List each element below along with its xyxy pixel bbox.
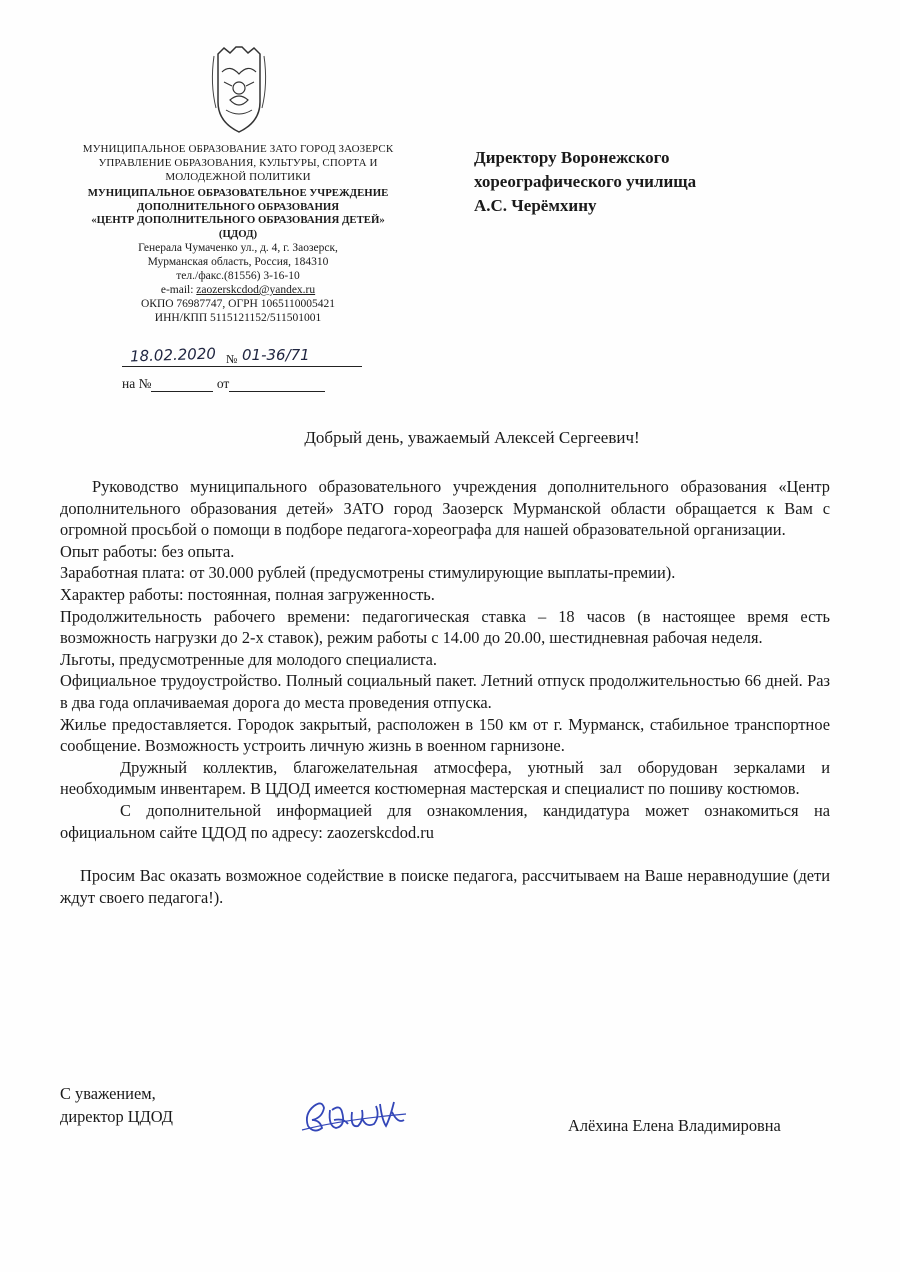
letterhead-address-line2: Мурманская область, Россия, 184310 [147,256,329,268]
incoming-number-label: на № [122,376,152,391]
reference-date: 18.02.2020 [129,344,217,366]
addressee-line3: А.С. Черёмхину [474,196,597,215]
letterhead-institution-abbr: (ЦДОД) [218,227,258,240]
letterhead-phone: тел./факс.(81556) 3-16-10 [176,270,300,282]
email-prefix: e-mail: [160,284,197,296]
letterhead-address-line1: Генерала Чумаченко ул., д. 4, г. Заозерск, [138,242,338,254]
addressee-line1: Директору Воронежского [474,148,670,167]
letterhead-institution-line2: ДОПОЛНИТЕЛЬНОГО ОБРАЗОВАНИЯ [136,200,340,213]
letterhead-inn: ИНН/КПП 5115121152/511501001 [154,312,322,324]
letterhead-institution-line1: МУНИЦИПАЛЬНОЕ ОБРАЗОВАТЕЛЬНОЕ УЧРЕЖДЕНИЕ [87,187,389,199]
closing-block [60,1082,173,1128]
addressee-line2: хореографического училища [474,172,697,191]
handwritten-signature [300,1090,410,1136]
reference-number: 01-36/71 [242,346,310,364]
incoming-reference [122,376,325,392]
letterhead-department-line1: УПРАВЛЕНИЕ ОБРАЗОВАНИЯ, КУЛЬТУРЫ, СПОРТА И [98,157,378,169]
paragraph-closing-request: Просим Вас оказать возможное содействие в поиске педагога, рассчитываем на Ваше неравнодушие (дети ждут своего педагога!). [60,866,830,907]
paragraph-website: С дополнительной информацией для ознакомления, кандидатура может ознакомиться на официальном сайте ЦДОД по адресу: zaozerskcdod.ru [60,800,830,842]
paragraph-work-type: Характер работы: постоянная, полная загруженность. [60,584,435,604]
incoming-number-blank [151,378,213,392]
paragraph-team: Дружный коллектив, благожелательная атмосфера, уютный зал оборудован зеркалами и необходимым инвентарем. В ЦДОД имеется костюмерная мастерская и специалист по пошиву костюмов. [60,757,830,799]
greeting: Добрый день, уважаемый Алексей Сергеевич! [304,428,640,447]
closing-regards: С уважением, [60,1084,156,1103]
email-link[interactable]: zaozerskcdod@yandex.ru [196,284,316,296]
reference-underline [122,366,362,367]
paragraph-request: Руководство муниципального образовательного учреждения дополнительного образования «Центр дополнительного образования детей» ЗАТО город Заозерск Мурманской области обращается к Вам с огромной просьбой о помощи в подборе педагога-хореографа для нашей образовательной организации. [60,477,830,540]
paragraph-experience: Опыт работы: без опыта. [60,541,235,561]
addressee [474,146,804,218]
incoming-date-label: от [216,376,230,391]
letter-body [60,476,830,908]
reference-number-label: № [226,352,238,366]
paragraph-employment: Официальное трудоустройство. Полный социальный пакет. Летний отпуск продолжительностью 66 дней. Раз в два года оплачиваемая дорога до места проведения отпуска. [60,671,830,712]
letterhead-okpo: ОКПО 76987747, ОГРН 1065110005421 [140,298,336,310]
paragraph-benefits: Льготы, предусмотренные для молодого специалиста. [60,649,437,669]
letterhead-department-line2: МОЛОДЕЖНОЙ ПОЛИТИКИ [165,171,311,183]
paragraph-housing: Жилье предоставляется. Городок закрытый, расположен в 150 км от г. Мурманск, стабильное транспортное сообщение. Возможность устроить личную жизнь в военном гарнизоне. [60,714,830,756]
letterhead-institution-line3: «ЦЕНТР ДОПОЛНИТЕЛЬНОГО ОБРАЗОВАНИЯ ДЕТЕЙ» [91,214,385,226]
paragraph-work-hours: Продолжительность рабочего времени: педагогическая ставка – 18 часов (в настоящее время есть возможность нагрузки до 2-х ставок), режим работы с 14.00 до 20.00, шестидневная рабочая неделя. [60,606,830,648]
signer-position: директор ЦДОД [60,1107,173,1126]
signer-name: Алёхина Елена Владимировна [568,1116,781,1135]
paragraph-salary: Заработная плата: от 30.000 рублей (предусмотрены стимулирующие выплаты-премии). [60,563,676,583]
letterhead-municipality: МУНИЦИПАЛЬНОЕ ОБРАЗОВАНИЕ ЗАТО ГОРОД ЗАОЗЕРСК [82,143,394,155]
incoming-date-blank [229,378,325,392]
letterhead [60,142,416,325]
coat-of-arms-emblem [206,44,272,136]
letterhead-email-row [60,283,416,297]
outgoing-reference [122,346,362,372]
